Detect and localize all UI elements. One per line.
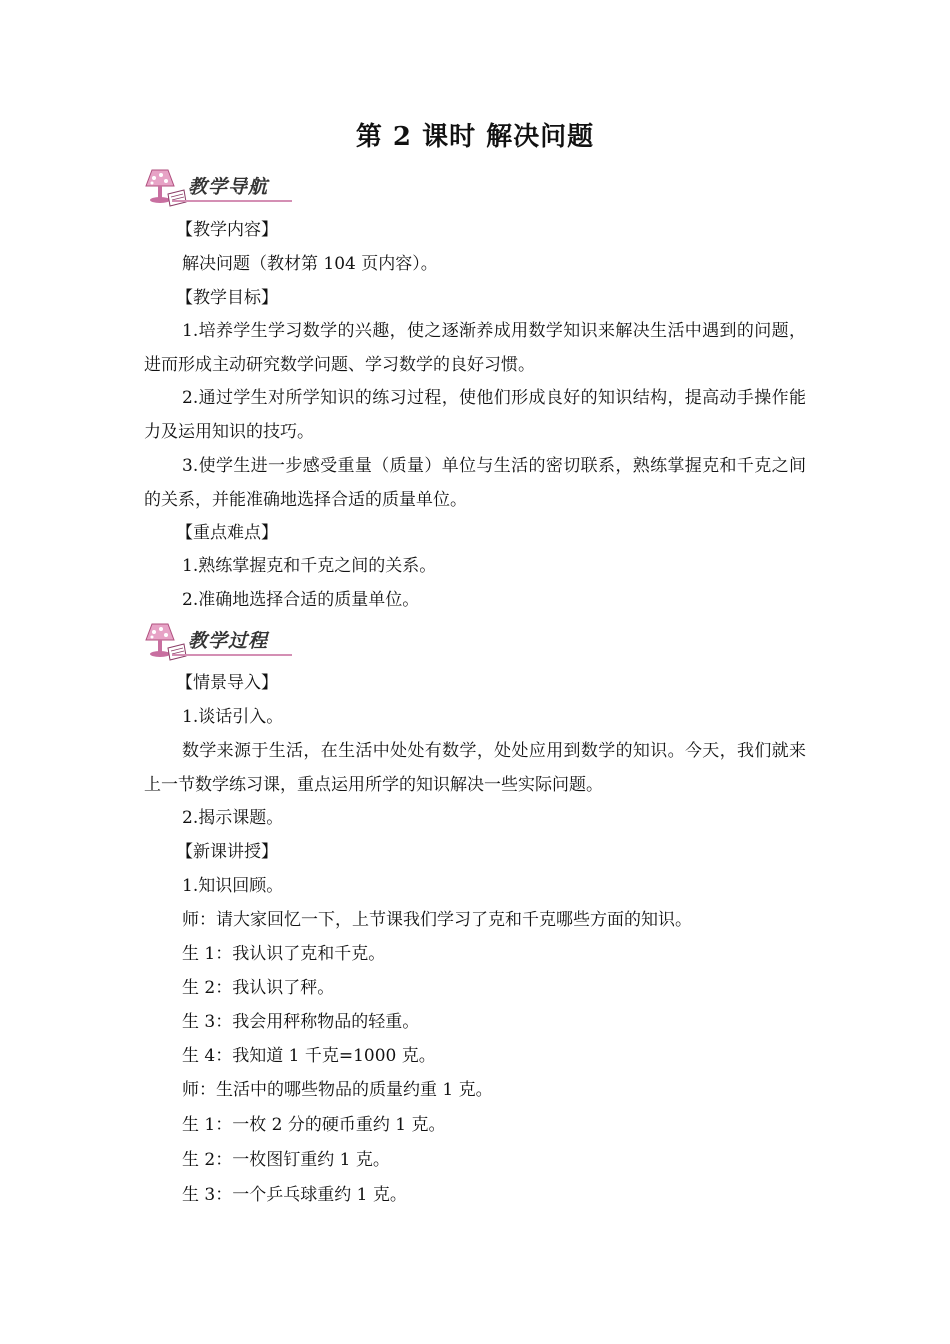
goal-3: 3.使学生进一步感受重量（质量）单位与生活的密切联系，熟练掌握克和千克之间的关系，并能准确地选择合适的质量单位。 — [144, 456, 806, 510]
page-title: 第 2 课时 解决问题 — [355, 122, 595, 152]
section-label-guide: 教学导航 — [188, 176, 269, 198]
dialogue-line: 生 4：我知道 1 千克=1000 克。 — [182, 1046, 436, 1066]
heading-goals: 【教学目标】 — [176, 288, 278, 308]
section-underline — [172, 654, 292, 656]
goal-1: 1.培养学生学习数学的兴趣，使之逐渐养成用数学知识来解决生活中遇到的问题，进而形成主动研究数学问题、学习数学的良好习惯。 — [144, 321, 806, 375]
content-text: 解决问题（教材第 104 页内容）。 — [182, 254, 438, 274]
dialogue-line: 生 1：我认识了克和千克。 — [182, 944, 386, 964]
goal-2: 2.通过学生对所学知识的练习过程，使他们形成良好的知识结构，提高动手操作能力及运用知识的技巧。 — [144, 388, 806, 442]
intro-text: 数学来源于生活，在生活中处处有数学，处处应用到数学的知识。今天，我们就来上一节数学练习课，重点运用所学的知识解决一些实际问题。 — [144, 741, 806, 795]
key-point-1: 1.熟练掌握克和千克之间的关系。 — [182, 556, 437, 576]
section-label-process: 教学过程 — [188, 630, 269, 652]
section-header-guide — [144, 166, 294, 208]
heading-new-lesson: 【新课讲授】 — [176, 842, 278, 862]
dialogue-line: 师：请大家回忆一下，上节课我们学习了克和千克哪些方面的知识。 — [182, 910, 692, 930]
key-point-2: 2.准确地选择合适的质量单位。 — [182, 590, 420, 610]
heading-intro: 【情景导入】 — [176, 673, 278, 693]
intro-step-1: 1.谈话引入。 — [182, 707, 284, 727]
dialogue-line: 生 3：我会用秤称物品的轻重。 — [182, 1012, 420, 1032]
dialogue-line: 师：生活中的哪些物品的质量约重 1 克。 — [182, 1080, 493, 1100]
dialogue-line: 生 2：一枚图钉重约 1 克。 — [182, 1150, 390, 1170]
dialogue-line: 生 3：一个乒乓球重约 1 克。 — [182, 1185, 407, 1205]
intro-step-2: 2.揭示课题。 — [182, 808, 284, 828]
section-header-process — [144, 620, 294, 662]
heading-key-points: 【重点难点】 — [176, 523, 278, 543]
dialogue-line: 生 2：我认识了秤。 — [182, 978, 335, 998]
heading-content: 【教学内容】 — [176, 220, 278, 240]
section-underline — [172, 200, 292, 202]
new-lesson-step-1: 1.知识回顾。 — [182, 876, 284, 896]
dialogue-line: 生 1：一枚 2 分的硬币重约 1 克。 — [182, 1115, 446, 1135]
